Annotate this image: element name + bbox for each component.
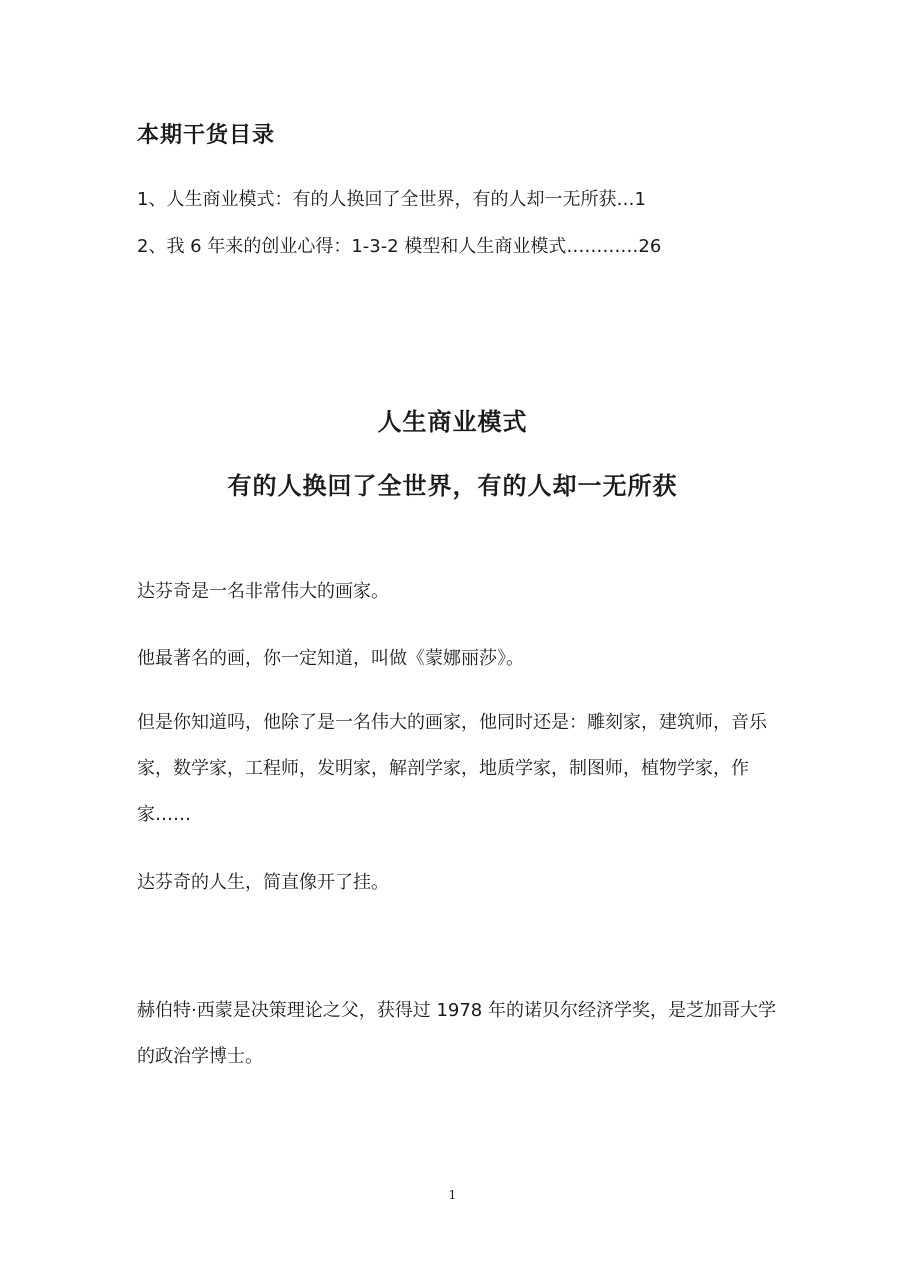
toc-heading: 本期干货目录 [137, 123, 276, 148]
body-paragraph: 他最著名的画，你一定知道，叫做《蒙娜丽莎》。 [137, 648, 524, 669]
body-paragraph: 赫伯特·西蒙是决策理论之父，获得过 1978 年的诺贝尔经济学奖，是芝加哥大学的政治学博士。 [137, 1000, 776, 1067]
toc-item[interactable]: 2、我 6 年来的创业心得：1-3-2 模型和人生商业模式…………26 [137, 236, 662, 257]
article-subtitle: 有的人换回了全世界，有的人却一无所获 [227, 472, 678, 500]
article-title: 人生商业模式 [377, 408, 528, 436]
body-paragraph: 达芬奇的人生，简直像开了挂。 [137, 872, 389, 893]
body-paragraph: 达芬奇是一名非常伟大的画家。 [137, 581, 389, 602]
body-paragraph: 但是你知道吗，他除了是一名伟大的画家，他同时还是：雕刻家，建筑师，音乐家，数学家，工程师，发明家，解剖学家，地质学家，制图师，植物学家，作家…… [137, 712, 767, 825]
toc-item[interactable]: 1、人生商业模式：有的人换回了全世界，有的人却一无所获…1 [137, 189, 646, 210]
page-number: 1 [448, 1188, 457, 1202]
